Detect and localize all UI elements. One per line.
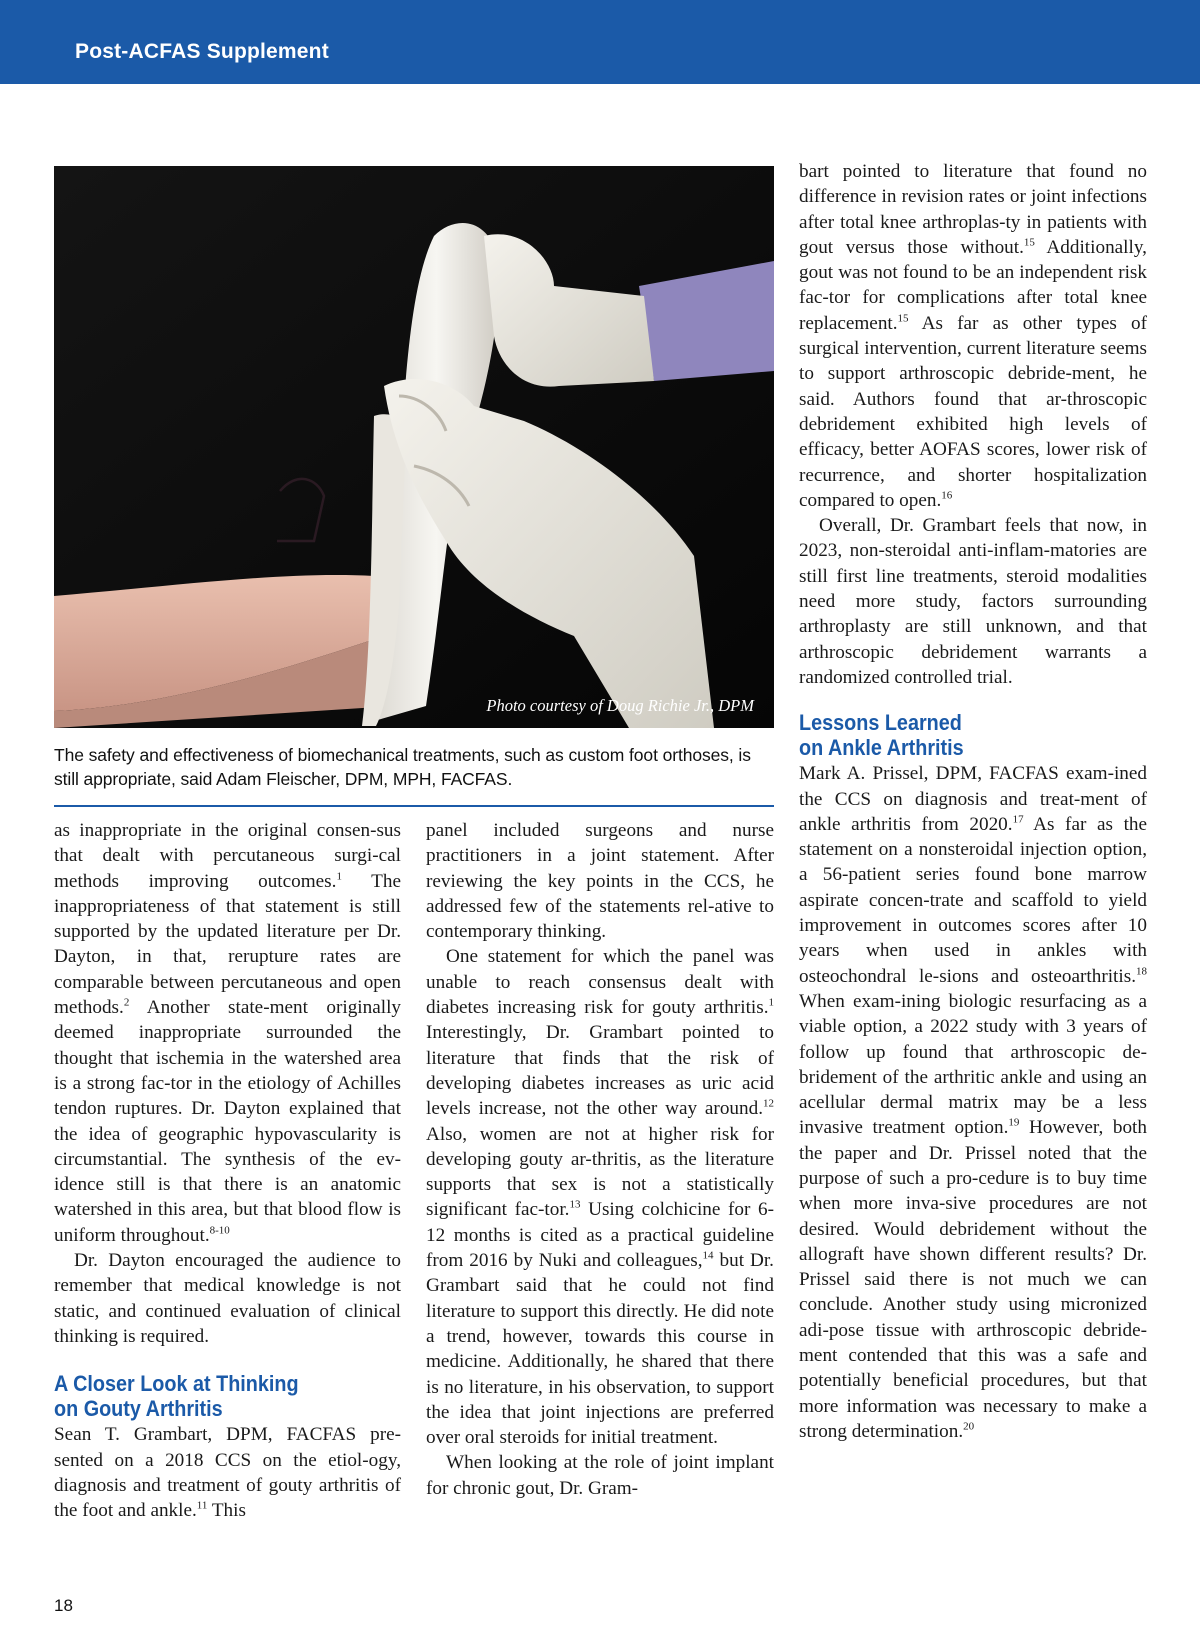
paragraph: One statement for which the panel was unable to reach consensus dealt with diabetes increasing risk for gouty arthritis.$^1$ Interestingly, Dr. Grambart pointed to literature that finds that the risk of developing diabetes increases as uric acid levels increase, not the other way around.$^{12}$ Also, women are not at higher risk for developing gouty ar-thritis, as the literature supports that sex is not a statistically significant fac-tor.$^{13}$ Using colchicine for 6-12 months is cited as a practical guideline from 2016 by Nuki and colleagues,$^{14}$ but Dr. Grambart said that he could not find literature to support this directly. He did note a trend, however, towards this course in medicine. Additionally, he shared that there is no literature, in his observation, to support the idea that joint injections are preferred over oral steroids for initial treatment.: [426, 946, 774, 1449]
photo-credit: Photo courtesy of Doug Richie Jr., DPM: [486, 696, 754, 715]
section-heading-gouty-arthritis: A Closer Look at Thinking on Gouty Arthritis: [54, 1371, 299, 1422]
footnote-ref: 12: [763, 1097, 774, 1110]
footnote-ref: 17: [1012, 813, 1024, 826]
paragraph: Overall, Dr. Grambart feels that now, in 2023, non-steroidal anti-inflam-matories are still first line treatments, steroid modalities need more study, factors surrounding arthroplasty are still unknown, and that arthroscopic debridement warrants a randomized controlled trial.: [799, 515, 1147, 688]
footnote-ref: 14: [702, 1249, 714, 1262]
supplement-title: Post-ACFAS Supplement: [75, 40, 329, 63]
paragraph: as inappropriate in the original consen-sus that dealt with percutaneous surgi-cal methods improving outcomes.$^1$ The inappropriateness of that statement is still supported by the updated literature per Dr. Dayton, in that, rerupture rates are comparable between percutaneous and open methods.$^2$ Another state-ment originally deemed inappropriate surrounded the thought that ischemia in the watershed area is a strong fac-tor in the etiology of Achilles tendon ruptures. Dr. Dayton explained that the idea of geographic hypovascularity is circumstantial. The synthesis of the ev-idence still is that there is an anatomic watershed in this area, but that blood flow is uniform throughout.$^{8-10}$: [54, 820, 401, 1246]
footnote-ref: 2: [123, 996, 130, 1009]
casting-photo: [54, 166, 774, 728]
caption-divider: [54, 805, 774, 807]
article-column-1: [54, 818, 401, 1523]
footnote-ref: 8-10: [209, 1224, 230, 1237]
footnote-ref: 15: [897, 312, 909, 325]
paragraph: bart pointed to literature that found no difference in revision rates or joint infections after total knee arthroplas-ty in patients with gout versus those without.$^{15}$ Additionally, gout was not found to be an independent risk fac-tor for complications after total knee replacement.$^{15}$ As far as other types of surgical intervention, current literature seems to support arthroscopic debride-ment, he said. Authors found that ar-throscopic debridement exhibited high levels of efficacy, better AOFAS scores, lower risk of recurrence, and shorter hospitalization compared to open.$^{16}$: [799, 161, 1147, 511]
page-number: 18: [54, 1596, 73, 1615]
section-heading-ankle-arthritis: Lessons Learned on Ankle Arthritis: [799, 710, 964, 761]
foot-casting-illustration: [54, 166, 774, 728]
footnote-ref: 16: [941, 489, 953, 502]
footnote-ref: 1: [768, 996, 774, 1009]
paragraph: When looking at the role of joint implant for chronic gout, Dr. Gram-: [426, 1452, 774, 1499]
footnote-ref: 1: [336, 870, 342, 883]
photo-caption: The safety and effectiveness of biomechanical treatments, such as custom foot orthoses, is still appropriate, said Adam Fleischer, DPM, MPH, FACFAS.: [54, 745, 751, 789]
paragraph: panel included surgeons and nurse practitioners in a joint statement. After reviewing the key points in the CCS, he addressed few of the statements rel-ative to contemporary thinking.: [426, 820, 774, 943]
paragraph: Mark A. Prissel, DPM, FACFAS exam-ined the CCS on diagnosis and treat-ment of ankle arthritis from 2020.17 As far as the statement on a nonsteroidal injection option, a 56-patient series found bone marrow aspirate concen-trate and scaffold to yield improvement in outcomes scores after 10 years when used in ankles with osteochondral le-sions and osteoarthritis.$^{18}$ When exam-ining biologic resurfacing as a viable option, a 2022 study with 3 years of follow up found that arthroscopic de-bridement of the arthritic ankle and using an acellular dermal matrix may be a less invasive treatment option.$^{19}$ However, both the paper and Dr. Prissel noted that the purpose of such a pro-cedure is to buy time when more inva-sive procedures are not desired. Would debridement without the allograft have shown different results? Dr. Prissel said there is not much we can conclude. Another study using micronized adi-pose tissue with arthroscopic debride-ment contended that this was a safe and potentially beneficial procedures, but that more information was necessary to make a strong determination.$^{20}$: [799, 763, 1148, 1442]
footnote-ref: 19: [1008, 1117, 1020, 1129]
footnote-ref: 20: [963, 1420, 975, 1433]
footnote-ref: 11: [196, 1499, 208, 1512]
footnote-ref: 18: [1136, 965, 1147, 978]
footnote-ref: 13: [569, 1199, 581, 1212]
footnote-ref: 15: [1023, 236, 1035, 249]
article-column-3: [799, 159, 1147, 1444]
article-column-2: [426, 818, 774, 1501]
paragraph: Sean T. Grambart, DPM, FACFAS pre-sented on a 2018 CCS on the etiol-ogy, diagnosis and treatment of gouty arthritis of the foot and ankle.$^{11}$ This: [54, 1424, 401, 1522]
header-bar: [0, 0, 1200, 84]
paragraph: Dr. Dayton encouraged the audience to remember that medical knowledge is not static, and continued evaluation of clinical thinking is required.: [54, 1250, 401, 1347]
